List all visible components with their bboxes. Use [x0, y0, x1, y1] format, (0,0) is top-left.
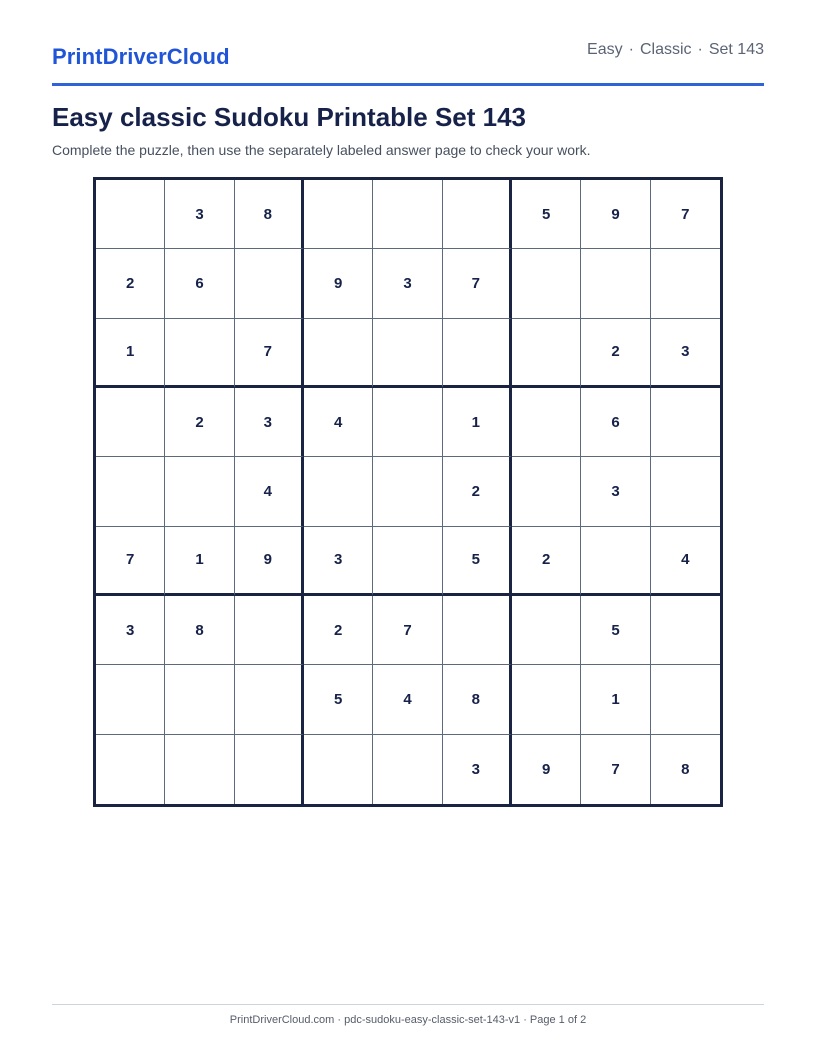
sudoku-cell[interactable] — [581, 527, 650, 596]
sudoku-cell[interactable]: 3 — [581, 457, 650, 526]
sudoku-cell[interactable]: 5 — [581, 596, 650, 665]
page-title: Easy classic Sudoku Printable Set 143 — [52, 102, 527, 132]
sudoku-cell[interactable]: 1 — [165, 527, 234, 596]
sudoku-cell[interactable]: 4 — [235, 457, 304, 526]
sudoku-cell[interactable] — [443, 180, 512, 249]
sudoku-cell[interactable]: 2 — [581, 319, 650, 388]
header-divider — [52, 83, 764, 86]
sudoku-cell[interactable] — [96, 665, 165, 734]
sudoku-cell[interactable] — [165, 665, 234, 734]
sudoku-cell[interactable] — [512, 665, 581, 734]
puzzle-meta — [587, 41, 764, 59]
sudoku-cell[interactable] — [512, 388, 581, 457]
page-subtitle: Complete the puzzle, then use the separately labeled answer page to check your work. — [52, 142, 591, 158]
sudoku-cell[interactable]: 4 — [651, 527, 720, 596]
sudoku-cell[interactable] — [235, 249, 304, 318]
sudoku-cell[interactable]: 7 — [443, 249, 512, 318]
sudoku-cell[interactable] — [165, 457, 234, 526]
sudoku-cell[interactable] — [165, 735, 234, 804]
brand-logo-text: PrintDriverCloud — [52, 44, 230, 69]
sudoku-cell[interactable]: 9 — [581, 180, 650, 249]
sudoku-cell[interactable] — [304, 180, 373, 249]
sudoku-cell[interactable]: 1 — [96, 319, 165, 388]
sudoku-cell[interactable] — [373, 735, 442, 804]
sudoku-cell[interactable]: 7 — [235, 319, 304, 388]
sudoku-cell[interactable] — [443, 319, 512, 388]
sudoku-cell[interactable] — [512, 319, 581, 388]
sudoku-cell[interactable]: 3 — [651, 319, 720, 388]
sudoku-cell[interactable] — [373, 527, 442, 596]
sudoku-cell[interactable]: 3 — [373, 249, 442, 318]
sudoku-cell[interactable]: 2 — [443, 457, 512, 526]
sudoku-cell[interactable]: 5 — [443, 527, 512, 596]
meta-set: Set 143 — [708, 41, 764, 58]
sudoku-cell[interactable] — [373, 180, 442, 249]
sudoku-cell[interactable]: 3 — [304, 527, 373, 596]
sudoku-cell[interactable] — [235, 735, 304, 804]
sudoku-cell[interactable]: 8 — [443, 665, 512, 734]
sudoku-cell[interactable]: 2 — [304, 596, 373, 665]
sudoku-cell[interactable] — [581, 249, 650, 318]
sudoku-cell[interactable]: 6 — [165, 249, 234, 318]
sudoku-cell[interactable]: 8 — [235, 180, 304, 249]
sudoku-cell[interactable]: 9 — [512, 735, 581, 804]
sudoku-cell[interactable] — [512, 457, 581, 526]
sudoku-cell[interactable]: 2 — [96, 249, 165, 318]
meta-separator: · — [628, 41, 634, 58]
sudoku-cell[interactable] — [443, 596, 512, 665]
sudoku-cell[interactable]: 9 — [235, 527, 304, 596]
sudoku-cell[interactable] — [304, 735, 373, 804]
sudoku-cell[interactable]: 9 — [304, 249, 373, 318]
sudoku-cell[interactable]: 2 — [165, 388, 234, 457]
page-footer: PrintDriverCloud.com · pdc-sudoku-easy-classic-set-143-v1 · Page 1 of 2 — [229, 1014, 587, 1026]
footer-divider — [52, 1004, 764, 1005]
sudoku-cell[interactable]: 5 — [512, 180, 581, 249]
sudoku-cell[interactable]: 3 — [96, 596, 165, 665]
sudoku-cell[interactable]: 4 — [304, 388, 373, 457]
sudoku-cell[interactable]: 2 — [512, 527, 581, 596]
meta-difficulty: Easy — [587, 41, 623, 58]
sudoku-cell[interactable] — [512, 596, 581, 665]
sudoku-cell[interactable] — [235, 665, 304, 734]
sudoku-cell[interactable] — [651, 388, 720, 457]
sudoku-cell[interactable]: 7 — [373, 596, 442, 665]
sudoku-cell[interactable] — [651, 665, 720, 734]
sudoku-cell[interactable] — [96, 735, 165, 804]
sudoku-cell[interactable]: 8 — [681, 760, 690, 778]
sudoku-cell[interactable] — [512, 249, 581, 318]
sudoku-cell[interactable] — [304, 457, 373, 526]
sudoku-cell[interactable]: 4 — [373, 665, 442, 734]
sudoku-cell[interactable] — [651, 457, 720, 526]
sudoku-cell[interactable]: 6 — [581, 388, 650, 457]
sudoku-cell[interactable]: 8 — [165, 596, 234, 665]
sudoku-cell[interactable]: 1 — [443, 388, 512, 457]
sudoku-cell[interactable]: 7 — [96, 527, 165, 596]
sudoku-cell[interactable]: 3 — [165, 180, 234, 249]
sudoku-cell[interactable] — [96, 457, 165, 526]
meta-variant: Classic — [639, 41, 692, 58]
sudoku-cell[interactable] — [165, 319, 234, 388]
sudoku-cell[interactable] — [651, 249, 720, 318]
sudoku-cell[interactable] — [651, 596, 720, 665]
sudoku-cell[interactable]: 7 — [651, 180, 720, 249]
meta-separator: · — [697, 41, 703, 58]
sudoku-cell[interactable]: 7 — [581, 735, 650, 804]
sudoku-cell[interactable] — [373, 388, 442, 457]
sudoku-cell[interactable]: 3 — [235, 388, 304, 457]
sudoku-cell[interactable] — [96, 180, 165, 249]
sudoku-cell[interactable] — [235, 596, 304, 665]
sudoku-cell[interactable] — [373, 457, 442, 526]
sudoku-cell[interactable]: 3 — [443, 735, 512, 804]
sudoku-cell[interactable]: 5 — [304, 665, 373, 734]
sudoku-cell[interactable] — [373, 319, 442, 388]
sudoku-grid — [93, 177, 723, 807]
sudoku-cell[interactable]: 1 — [581, 665, 650, 734]
sudoku-cell[interactable] — [304, 319, 373, 388]
sudoku-cell[interactable] — [96, 388, 165, 457]
